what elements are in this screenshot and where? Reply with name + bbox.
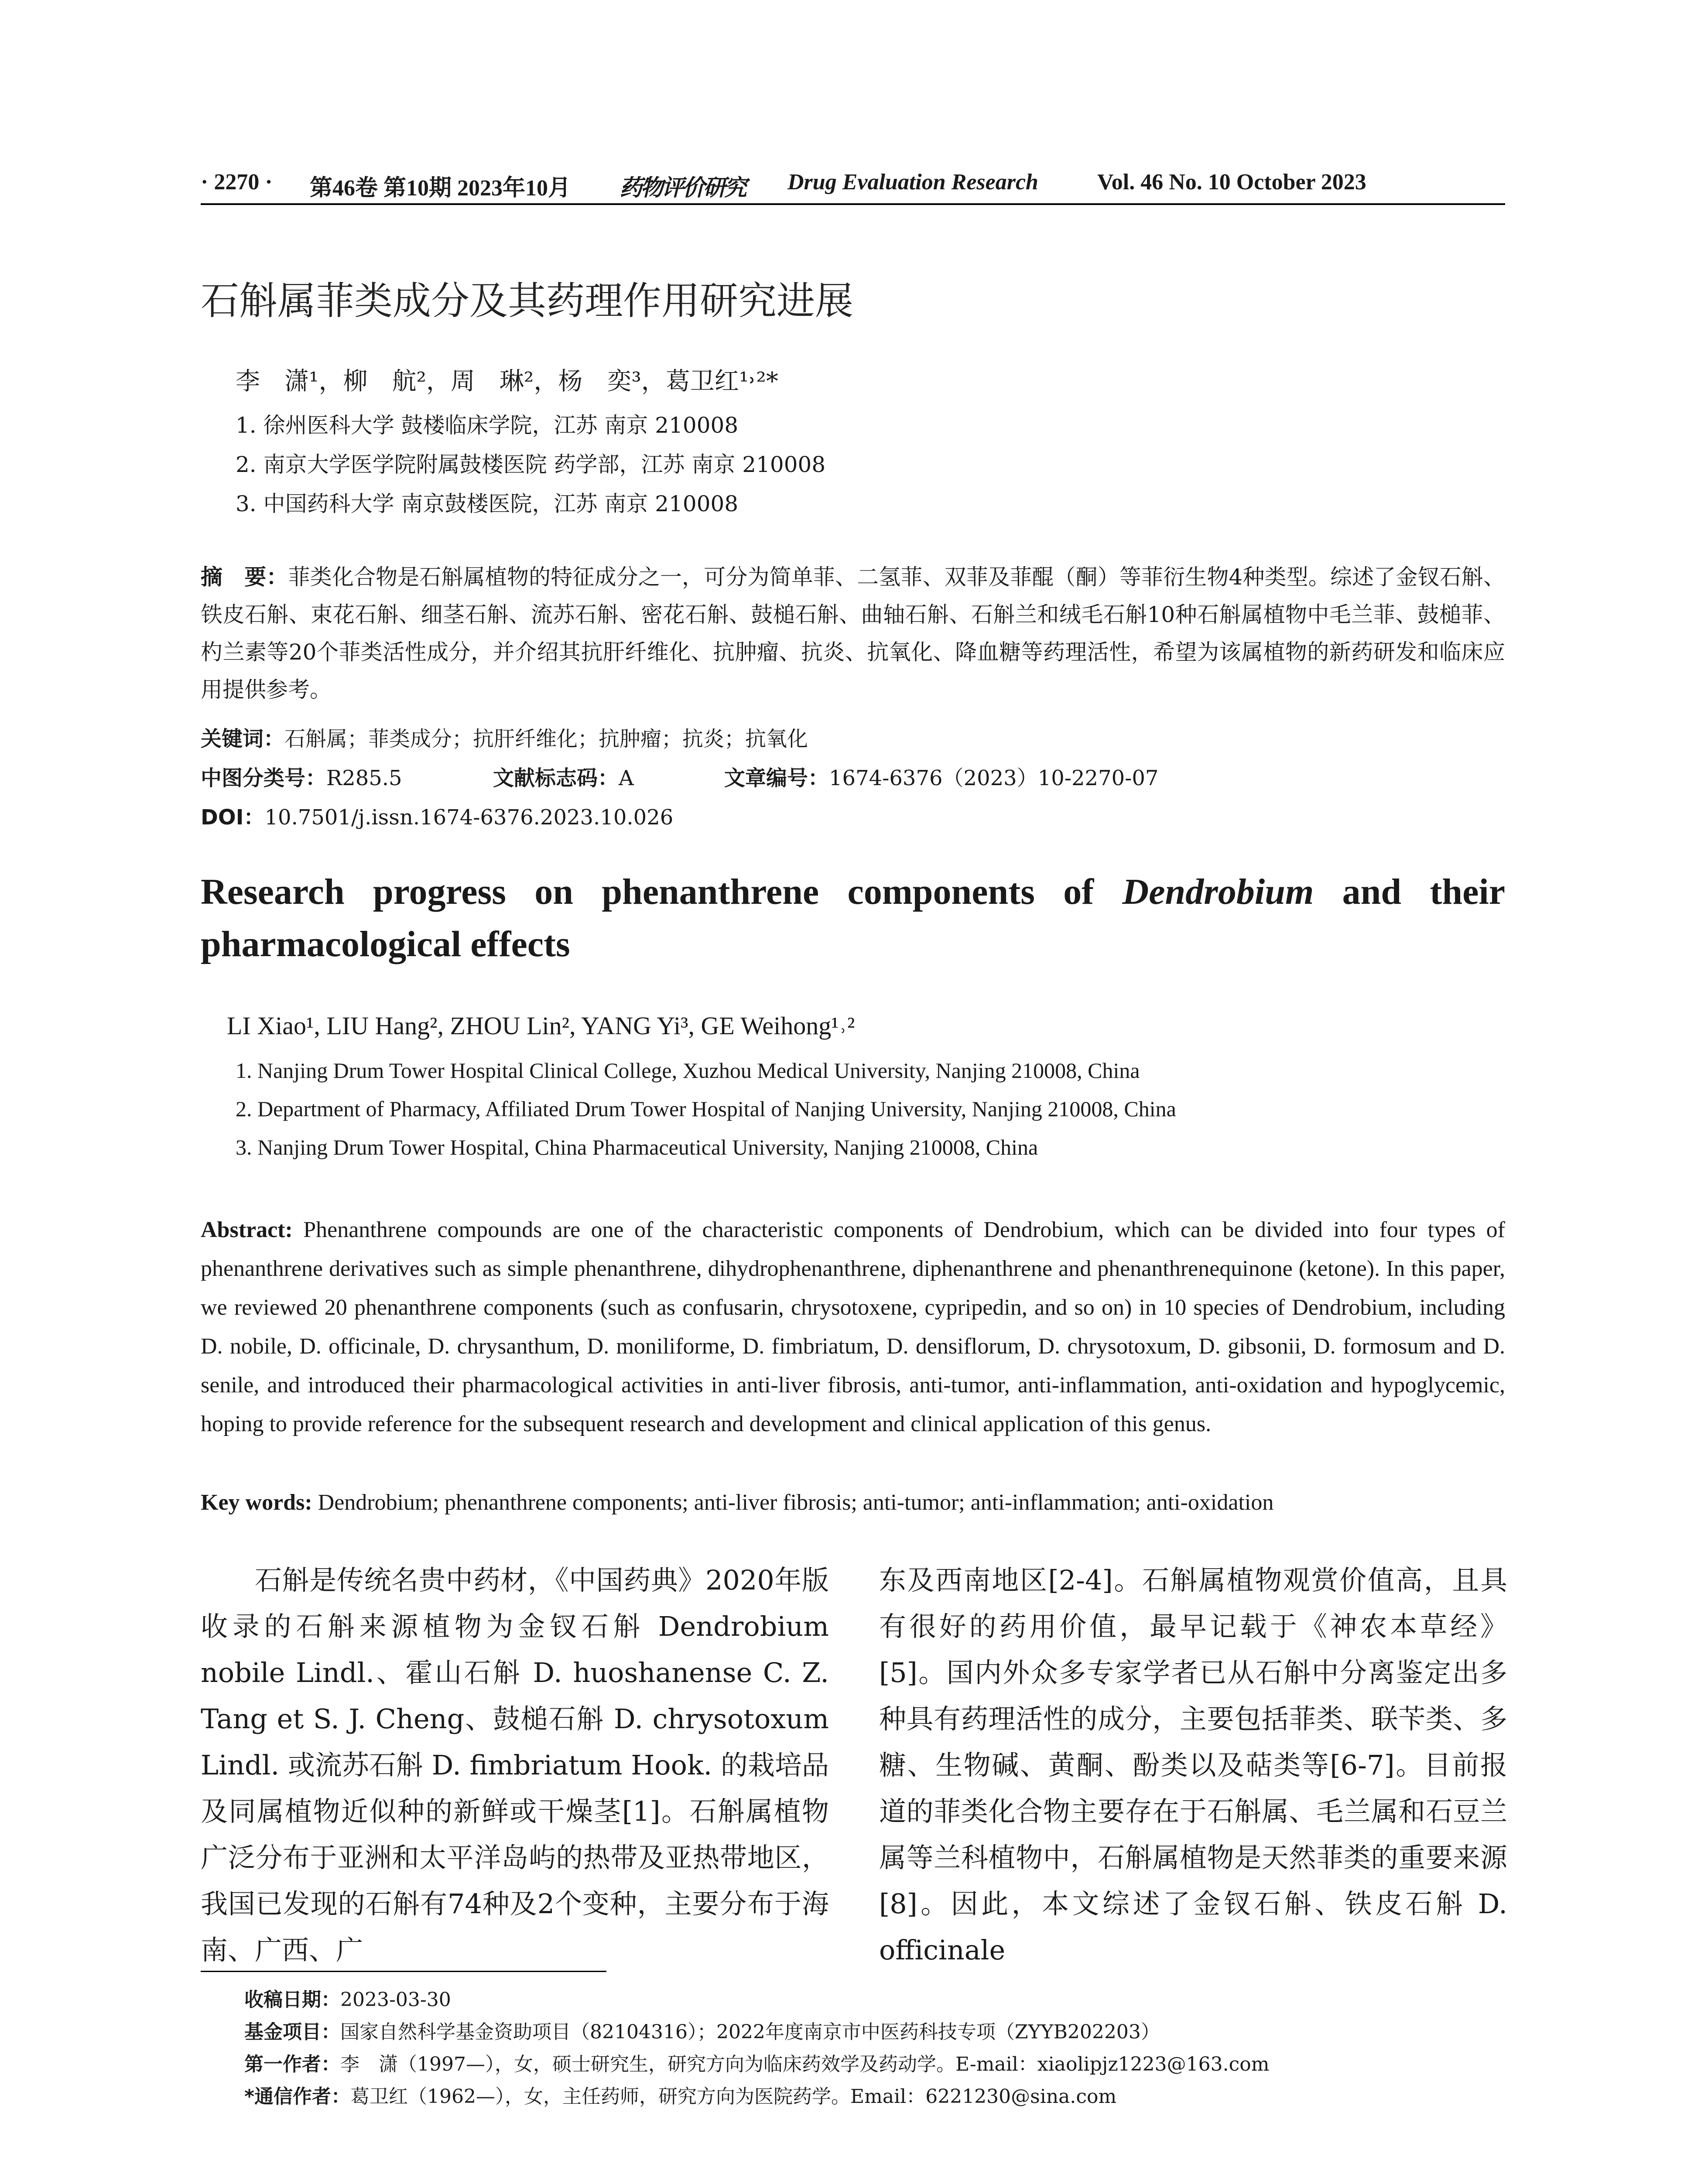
keywords-en-label: Key words: [201, 1490, 312, 1515]
keywords-cn-text: 石斛属；菲类成分；抗肝纤维化；抗肿瘤；抗炎；抗氧化 [284, 727, 808, 751]
abstract-cn-text: 菲类化合物是石斛属植物的特征成分之一，可分为简单菲、二氢菲、双菲及菲醌（酮）等菲衍生物4种类型。综述了金钗石斛、铁皮石斛、束花石斛、细茎石斛、流苏石斛、密花石斛、鼓槌石斛、曲轴石斛、石斛兰和绒毛石斛10种石斛属植物中毛兰菲、鼓槌菲、杓兰素等20个菲类活性成分，并介绍其抗肝纤维化、抗肿瘤、抗炎、抗氧化、降血糖等药理活性，希望为该属植物的新药研发和临床应用提供参考。 [201, 564, 1506, 702]
title-en [201, 866, 1505, 971]
clc-value: R285.5 [326, 766, 402, 790]
footnote-corresponding [244, 2081, 1116, 2109]
authors-cn: 李 潇¹，柳 航²，周 琳²，杨 奕³，葛卫红¹˒²* [236, 367, 778, 396]
doc-code-value: A [619, 766, 634, 790]
abstract-en-label: Abstract: [201, 1217, 293, 1242]
affiliation-en-1: 1. Nanjing Drum Tower Hospital Clinical College, Xuzhou Medical University, Nanjing 210008, China [236, 1058, 1140, 1083]
page-number: · 2270 · [201, 170, 273, 195]
doi-label: DOI： [201, 805, 265, 830]
body-column-left: 石斛是传统名贵中药材，《中国药典》2020年版收录的石斛来源植物为金钗石斛 Dendrobium nobile Lindl.、霍山石斛 D. huoshanense C. Z. Tang et S. J. Cheng、鼓槌石斛 D. chrysotoxum Lindl. 或流苏石斛 D. fimbriatum Hook. 的栽培品及同属植物近似种的新鲜或干燥茎[1]。石斛属植物广泛分布于亚洲和太平洋岛屿的热带及亚热带地区，我国已发现的石斛有74种及2个变种，主要分布于海南、广西、广 [201, 1564, 829, 1966]
fund-text: 国家自然科学基金资助项目（82104316）；2022年度南京市中医药科技专项（ZYYB202203） [340, 2021, 1160, 2043]
article-no-value: 1674-6376（2023）10-2270-07 [829, 766, 1159, 790]
footnote-first-author [244, 2048, 1269, 2076]
abstract-cn-label: 摘 要： [201, 564, 288, 590]
article-no-label: 文章编号： [724, 766, 829, 790]
clc-label: 中图分类号： [201, 766, 327, 790]
fund-label: 基金项目： [244, 2021, 340, 2043]
abstract-en-text: Phenanthrene compounds are one of the characteristic components of Dendrobium, which can be divided into four types of phenanthrene derivatives such as simple phenanthrene, dihydrophenanthrene, diphenanthrene and phenanthrenequinone (ketone). In this paper, we reviewed 20 phenanthrene components (such as confusarin, chrysotoxene, cypripedin, and so on) in 10 species of Dendrobium, including D. nobile, D. officinale, D. chrysanthum, D. moniliforme, D. fimbriatum, D. densiflorum, D. chrysotoxum, D. gibsonii, D. formosum and D. senile, and introduced their pharmacological activities in anti-liver fibrosis, anti-tumor, anti-inflammation, anti-oxidation and hypoglycemic, hoping to provide reference for the subsequent research and development and clinical application of this genus. [201, 1217, 1506, 1436]
affiliation-cn-1: 1. 徐州医科大学 鼓楼临床学院，江苏 南京 210008 [236, 413, 739, 438]
authors-en: LI Xiao¹, LIU Hang², ZHOU Lin², YANG Yi³, GE Weihong¹˒² [227, 1012, 855, 1040]
footnote-rule [201, 1971, 606, 1972]
corresponding-label: *通信作者： [244, 2085, 351, 2108]
abstract-en [201, 1210, 1505, 1443]
abstract-cn [201, 558, 1505, 708]
keywords-en [201, 1483, 1273, 1522]
issue-en: Vol. 46 No. 10 October 2023 [1097, 170, 1366, 195]
journal-logo: 药物评价研究 [620, 174, 746, 201]
received-label: 收稿日期： [244, 1989, 340, 2011]
doi-value: 10.7501/j.issn.1674-6376.2023.10.026 [264, 805, 674, 830]
keywords-cn [201, 722, 808, 752]
affiliation-en-3: 3. Nanjing Drum Tower Hospital, China Pharmaceutical University, Nanjing 210008, China [236, 1135, 1038, 1159]
keywords-cn-label: 关键词： [201, 727, 285, 751]
title-cn: 石斛属菲类成分及其药理作用研究进展 [201, 278, 854, 323]
body-column-right: 东及西南地区[2-4]。石斛属植物观赏价值高，且具有很好的药用价值，最早记载于《神农本草经》[5]。国内外众多专家学者已从石斛中分离鉴定出多种具有药理活性的成分，主要包括菲类、联苄类、多糖、生物碱、黄酮、酚类以及萜类等[6-7]。目前报道的菲类化合物主要存在于石斛属、毛兰属和石豆兰属等兰科植物中，石斛属植物是天然菲类的重要来源[8]。因此，本文综述了金钗石斛、铁皮石斛 D. officinale [879, 1564, 1507, 1966]
first-author-label: 第一作者： [244, 2053, 340, 2075]
title-en-part2: and their pharmacological effects [201, 872, 1505, 964]
running-header [201, 169, 1509, 200]
title-en-part1: Research progress on phenanthrene components of [201, 872, 1123, 912]
header-rule [201, 203, 1505, 205]
doi-line [201, 800, 673, 831]
title-en-genus: Dendrobium [1122, 872, 1314, 912]
doc-code-label: 文献标志码： [493, 766, 619, 790]
issue-cn: 第46卷 第10期 2023年10月 [310, 176, 571, 201]
corresponding-text: 葛卫红（1962—），女，主任药师，研究方向为医院药学。Email：6221230@sina.com [350, 2085, 1117, 2108]
affiliation-cn-2: 2. 南京大学医学院附属鼓楼医院 药学部，江苏 南京 210008 [236, 452, 826, 477]
affiliation-cn-3: 3. 中国药科大学 南京鼓楼医院，江苏 南京 210008 [236, 491, 739, 516]
received-date: 2023-03-30 [340, 1989, 451, 2011]
footnote-fund [244, 2016, 1160, 2044]
affiliation-en-2: 2. Department of Pharmacy, Affiliated Drum Tower Hospital of Nanjing University, Nanjing 210008, China [236, 1097, 1176, 1121]
footnote-received [244, 1984, 451, 2012]
classification-line [201, 761, 1505, 792]
journal-name-en: Drug Evaluation Research [787, 170, 1038, 195]
first-author-text: 李 潇（1997—），女，硕士研究生，研究方向为临床药效学及药动学。E-mail：xiaolipjz1223@163.com [340, 2053, 1270, 2075]
keywords-en-text: Dendrobium; phenanthrene components; anti-liver fibrosis; anti-tumor; anti-inflammation; anti-oxidation [318, 1490, 1274, 1515]
